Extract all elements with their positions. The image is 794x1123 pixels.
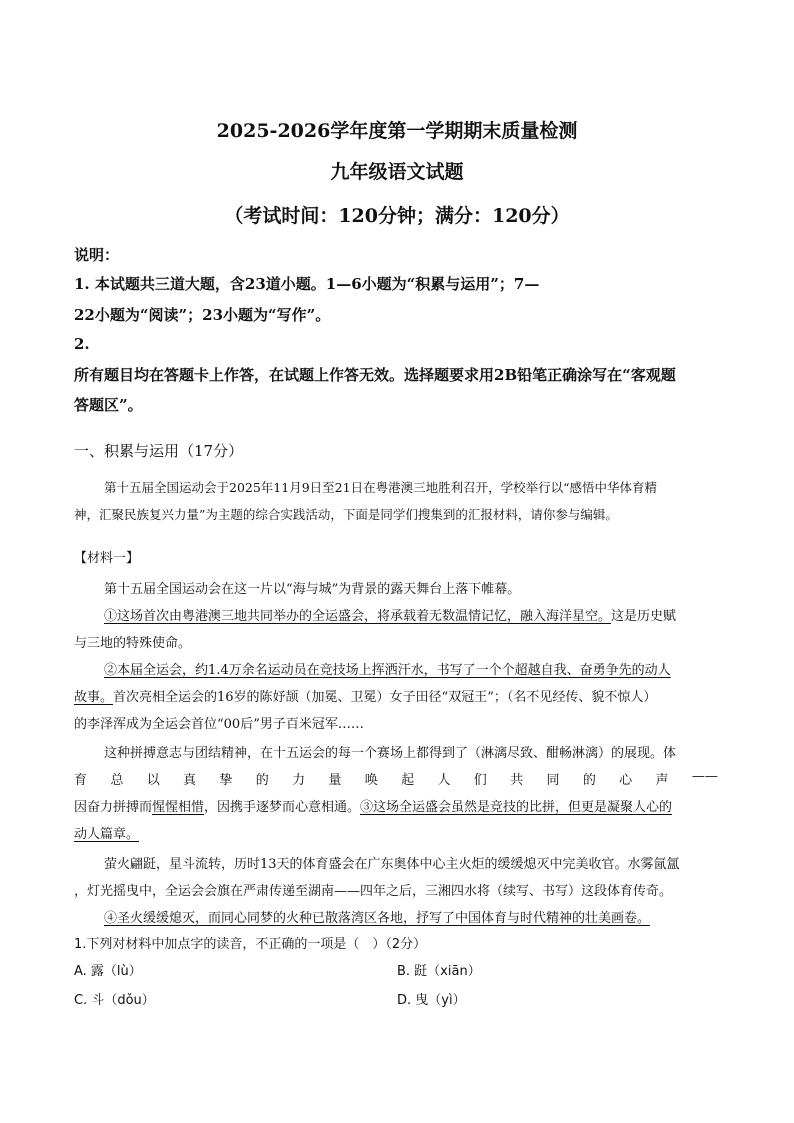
question1-option-c: C. 斗（dǒu） [74, 993, 155, 1008]
spread-char: 的 [255, 773, 269, 788]
question1-option-b: B. 跹（xiān） [397, 964, 481, 979]
spread-char: 量 [328, 773, 342, 788]
material1-sentence4: ④圣火缓缓熄灭，而同心同梦的火种已散落湾区各地，抒写了中国体育与时代精神的壮美画卷。 [104, 911, 651, 926]
material1-label: 【材料一】 [74, 551, 140, 566]
instruction-1-line2: 22小题为“阅读”；23小题为“写作”。 [74, 306, 331, 324]
material1-para1: 第十五届全国运动会在这一片以“海与城”为背景的露天舞台上落下帷幕。 [104, 582, 521, 597]
spread-char: 起 [401, 773, 415, 788]
text-segment: ，因携手逐梦而心意相通。 [204, 800, 361, 815]
material1-para4-line1: 萤火翩跹，星斗流转，历时13天的体育盛会在广东奥体中心主火炬的缓缓熄灭中完美收官。水雾氤氲 [104, 857, 680, 872]
section1-intro-line1: 第十五届全国运动会于2025年11月9日至21日在粤港澳三地胜利召开，学校举行以“感悟中华体育精 [104, 480, 657, 495]
spread-char: 力 [292, 773, 306, 788]
sentence2-rest: 首次亮相全运会的16岁的陈妤颉（加冕、卫冕）女子田径“双冠王”；（名不见经传、貌不惊人） [113, 690, 657, 705]
material1-sentence2: ②本届全运会，约1.4万余名运动员在竞技场上挥洒汗水，书写了一个个超越自我、奋勇争先的动人 [104, 663, 671, 678]
spread-char: 唤 [364, 773, 378, 788]
instruction-2-line1: 所有题目均在答题卡上作答，在试题上作答无效。选择题要求用2B铅笔正确涂写在“客观题 [74, 366, 676, 384]
material1-sentence1 [104, 605, 676, 624]
spread-char: 总 [110, 773, 124, 788]
spread-char: —— [691, 769, 718, 784]
exam-title: 2025-2026学年度第一学期期末质量检测 [216, 120, 578, 142]
material1-sentence2-line2 [74, 686, 656, 705]
section1-intro-line2: 神，汇聚民族复兴力量”为主题的综合实践活动，下面是同学们搜集到的汇报材料，请你参与编辑。 [74, 507, 618, 522]
section1-heading: 一、积累与运用（17分） [74, 442, 244, 460]
sentence1-underlined: ①这场首次由粤港澳三地共同举办的全运盛会，将承载着无数温情记忆，融入海洋星空。 [104, 609, 612, 624]
sentence2-underlined-end: 故事。 [74, 690, 114, 705]
question1-option-d: D. 曳（yì） [397, 993, 466, 1008]
material1-para4-line2: ，灯光摇曳中，全运会会旗在严肃传递至湖南——四年之后，三湘四水将（续写、书写）这段体育传奇。 [74, 884, 673, 899]
material1-para3-line4: 动人篇章。 [74, 827, 140, 842]
instruction-1-line1: 1. 本试题共三道大题，含23道小题。1—6小题为“积累与运用”；7— [74, 275, 540, 293]
instructions-heading: 说明： [74, 246, 120, 264]
material1-para3-line1: 这种拼搏意志与团结精神，在十五运会的每一个赛场上都得到了（淋漓尽致、酣畅淋漓）的展现。体 [104, 746, 677, 761]
material1-para3-line3 [74, 796, 672, 815]
spread-char: 育 [74, 773, 88, 788]
material1-sentence2-line3: 的李泽浑成为全运会首位“00后”男子百米冠军…… [74, 717, 364, 732]
instruction-2-line2: 答题区”。 [74, 396, 143, 414]
question1-option-a: A. 露（lù） [74, 964, 142, 979]
sentence1-rest: 这是历史赋 [611, 609, 677, 624]
exam-info: （考试时间：120分钟；满分：120分） [224, 205, 570, 227]
instruction-2-number: 2. [74, 335, 90, 353]
material1-sentence1-line2: 与三地的特殊使命。 [74, 636, 192, 651]
spread-char: 的 [582, 773, 596, 788]
spread-char: 挚 [219, 773, 233, 788]
spread-char: 心 [619, 773, 633, 788]
idiom-underlined: 惺惺相惜 [152, 800, 205, 815]
spread-char: 声 [655, 773, 669, 788]
spread-char: 人 [437, 773, 451, 788]
spread-char: 真 [183, 773, 197, 788]
text-segment: 因奋力拼搏而 [74, 800, 153, 815]
spread-char: 同 [546, 773, 560, 788]
material1-para3-line2 [74, 769, 718, 788]
exam-subtitle: 九年级语文试题 [330, 161, 464, 183]
spread-char: 以 [146, 773, 160, 788]
sentence3-underlined: ③这场全运盛会虽然是竞技的比拼，但更是凝聚人心的 [360, 800, 673, 815]
spread-char: 共 [510, 773, 524, 788]
spread-char: 们 [473, 773, 487, 788]
question1-stem: 1.下列对材料中加点字的读音，不正确的一项是（ ）（2分） [74, 937, 427, 952]
